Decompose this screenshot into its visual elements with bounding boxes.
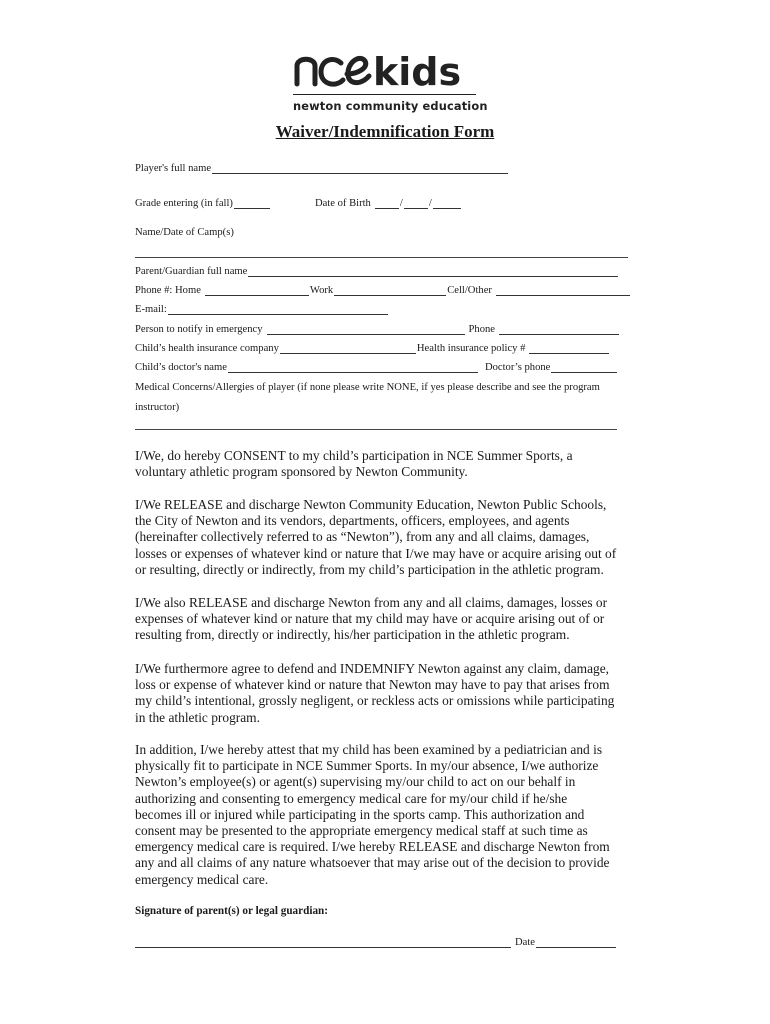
dob-year-field[interactable]: [433, 199, 461, 209]
phone-work-field[interactable]: [334, 286, 446, 296]
insurance-row: [135, 338, 610, 354]
logo-subtitle: newton community education: [293, 99, 488, 113]
medical-label-line2: instructor): [135, 402, 180, 413]
medical-row-1: [135, 377, 600, 393]
form-title: Waiver/Indemnification Form: [275, 122, 495, 141]
phone-row: [135, 280, 631, 296]
paragraph-line: I/We furthermore agree to defend and INDEMNIFY Newton against any claim, damage,: [135, 661, 609, 676]
camp-label: Name/Date of Camp(s): [135, 227, 234, 238]
paragraph-line: any and all claims of any nature whatsoever that may arise out of the decision to provide: [135, 855, 610, 871]
dob-day-field[interactable]: [404, 199, 428, 209]
medical-label-line1: Medical Concerns/Allergies of player (if none please write NONE, if yes please describe and see the program: [135, 382, 600, 393]
emergency-contact-field[interactable]: [267, 325, 465, 335]
paragraph-line: I/We RELEASE and discharge Newton Community Education, Newton Public Schools,: [135, 497, 607, 512]
medical-row-2: [135, 397, 179, 413]
nce-kids-wordmark: [293, 48, 478, 92]
paragraph-line: the City of Newton and its vendors, departments, officers, employees, and agents: [135, 513, 570, 529]
doctor-phone-field[interactable]: [551, 363, 617, 373]
signature-label: Signature of parent(s) or legal guardian:: [135, 905, 328, 917]
paragraph-line: becomes ill or injured while participating in the sports camp. This authorization and: [135, 806, 585, 822]
player-name-field[interactable]: [212, 164, 508, 174]
date-field[interactable]: [536, 938, 616, 948]
emergency-phone-field[interactable]: [499, 325, 619, 335]
paragraph-line: loss or expense of whatever kind or nature that Newton may have to pay that arises from: [135, 677, 610, 693]
paragraph-line: I/We, do hereby CONSENT to my child’s participation in NCE Summer Sports, a: [135, 448, 573, 463]
paragraph-line: physically fit to participate in NCE Summer Sports. In my/our absence, I/we authorize: [135, 758, 599, 774]
insurance-policy-label: Health insurance policy #: [416, 343, 526, 354]
phone-home-label: Phone #: Home: [135, 285, 201, 296]
paragraph-line: voluntary athletic program sponsored by Newton Community.: [135, 464, 468, 480]
grade-field[interactable]: [234, 199, 270, 209]
guardian-field[interactable]: [248, 267, 618, 277]
paragraph-line: Newton’s employee(s) or agent(s) supervising my/our child to act on our behalf in: [135, 774, 576, 790]
player-name-label: Player's full name: [135, 163, 212, 174]
doctor-name-field[interactable]: [228, 363, 478, 373]
guardian-label: Parent/Guardian full name: [135, 266, 248, 277]
emergency-phone-label: Phone: [468, 324, 495, 335]
camp-field[interactable]: [135, 257, 628, 258]
phone-cell-label: Cell/Other: [447, 285, 492, 296]
logo-kids-text: kids: [373, 50, 462, 92]
guardian-row: [135, 261, 619, 277]
email-field[interactable]: [168, 305, 388, 315]
paragraph-line: authorizing and consenting to emergency medical care for my/our child if he/she: [135, 790, 568, 806]
paragraph-line: consent may be presented to the appropriate emergency medical staff at such time as: [135, 823, 588, 839]
signature-field[interactable]: [135, 938, 511, 948]
medical-authorization-paragraph: [135, 742, 655, 888]
paragraph-line: resulting from, directly or indirectly, his/her participation in the athletic program.: [135, 627, 570, 643]
paragraph-line: in the athletic program.: [135, 709, 260, 725]
dob-label: Date of Birth: [314, 198, 371, 209]
player-name-row: [135, 158, 509, 174]
paragraph-line: emergency medical care is required. I/we hereby RELEASE and discharge Newton from: [135, 839, 610, 855]
camp-row: [135, 222, 234, 238]
phone-cell-field[interactable]: [496, 286, 630, 296]
emergency-contact-label: Person to notify in emergency: [135, 324, 263, 335]
release-paragraph: [135, 497, 655, 578]
paragraph-line: or resulting, directly or indirectly, from my child’s participation in the athletic program.: [135, 561, 604, 577]
insurance-company-label: Child’s health insurance company: [135, 343, 279, 354]
paragraph-line: I/We also RELEASE and discharge Newton from any and all claims, damages, losses or: [135, 595, 608, 610]
paragraph-line: losses or expenses of whatever kind or nature that I/we may have or acquire arising out of: [135, 545, 617, 561]
emergency-row: [135, 319, 620, 335]
date-label: Date: [515, 937, 535, 948]
paragraph-line: In addition, I/we hereby attest that my child has been examined by a pediatrician and is: [135, 742, 603, 757]
insurance-policy-field[interactable]: [529, 344, 609, 354]
indemnify-paragraph: [135, 661, 655, 726]
paragraph-line: expenses of whatever kind or nature that my child may have or acquire arising out of or: [135, 611, 605, 627]
insurance-company-field[interactable]: [280, 344, 416, 354]
consent-paragraph: [135, 448, 655, 480]
signature-row: [135, 932, 617, 948]
paragraph-line: emergency medical care.: [135, 871, 269, 887]
nce-kids-logo: [293, 48, 488, 114]
grade-label: Grade entering (in fall): [135, 198, 233, 209]
paragraph-line: (hereinafter collectively referred to as “Newton”), from any and all claims, damages,: [135, 529, 590, 545]
release-also-paragraph: [135, 595, 655, 644]
doctor-phone-label: Doctor’s phone: [484, 362, 551, 373]
paragraph-line: my child’s intentional, grossly negligent, or reckless acts or omissions while participating: [135, 693, 615, 709]
medical-field[interactable]: [135, 429, 617, 430]
dob-month-field[interactable]: [375, 199, 399, 209]
phone-work-label: Work: [309, 285, 334, 296]
phone-home-field[interactable]: [205, 286, 309, 296]
logo-divider: [293, 94, 476, 95]
grade-dob-row: Grade entering (in fall) Date of Birth / /: [135, 193, 462, 209]
email-row: [135, 299, 389, 315]
doctor-row: [135, 357, 618, 373]
doctor-name-label: Child’s doctor's name: [135, 362, 227, 373]
email-label: E-mail:: [135, 304, 167, 315]
